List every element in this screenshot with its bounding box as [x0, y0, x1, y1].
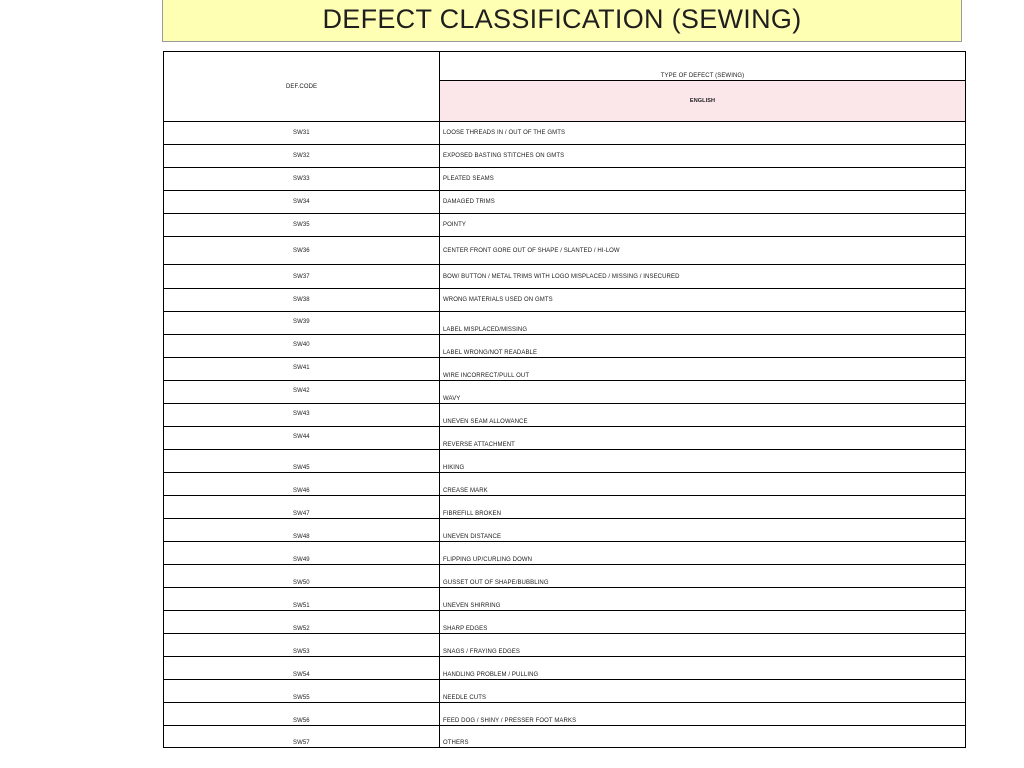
defect-description: LABEL WRONG/NOT READABLE — [440, 335, 966, 358]
header-def-code: DEF.CODE — [164, 52, 440, 122]
table-row — [164, 237, 966, 265]
defect-description: WRONG MATERIALS USED ON GMTS — [440, 289, 966, 312]
defect-description: UNEVEN DISTANCE — [440, 519, 966, 542]
defect-code: SW35 — [164, 214, 440, 237]
page-title: DEFECT CLASSIFICATION (SEWING) — [322, 4, 802, 34]
defect-description: SNAGS / FRAYING EDGES — [440, 634, 966, 657]
defect-description: WIRE INCORRECT/PULL OUT — [440, 358, 966, 381]
defect-description: HANDLING PROBLEM / PULLING — [440, 657, 966, 680]
defect-code: SW52 — [164, 611, 440, 634]
table-row — [164, 703, 966, 726]
defect-description: EXPOSED BASTING STITCHES ON GMTS — [440, 145, 966, 168]
title-banner — [162, 0, 962, 42]
table-row — [164, 168, 966, 191]
defect-code: SW51 — [164, 588, 440, 611]
defect-description: FLIPPING UP/CURLING DOWN — [440, 542, 966, 565]
defect-description: WAVY — [440, 381, 966, 404]
defect-table — [163, 51, 966, 748]
table-row — [164, 542, 966, 565]
defect-description: LABEL MISPLACED/MISSING — [440, 312, 966, 335]
defect-code: SW47 — [164, 496, 440, 519]
table-row — [164, 680, 966, 703]
table-row — [164, 496, 966, 519]
table-row — [164, 726, 966, 748]
table-row — [164, 450, 966, 473]
table-row — [164, 427, 966, 450]
defect-code: SW31 — [164, 122, 440, 145]
table-row — [164, 404, 966, 427]
defect-code: SW53 — [164, 634, 440, 657]
table-row — [164, 335, 966, 358]
table-row — [164, 265, 966, 289]
defect-code: SW32 — [164, 145, 440, 168]
table-row — [164, 122, 966, 145]
defect-description: CENTER FRONT GORE OUT OF SHAPE / SLANTED / HI-LOW — [440, 237, 966, 265]
defect-code: SW50 — [164, 565, 440, 588]
defect-rows — [164, 122, 966, 748]
defect-code: SW33 — [164, 168, 440, 191]
table-row — [164, 519, 966, 542]
defect-description: UNEVEN SEAM ALLOWANCE — [440, 404, 966, 427]
header-defect-type: TYPE OF DEFECT (SEWING) — [440, 52, 966, 81]
defect-description: GUSSET OUT OF SHAPE/BUBBLING — [440, 565, 966, 588]
table-row — [164, 191, 966, 214]
defect-code: SW43 — [164, 404, 440, 427]
table-row — [164, 588, 966, 611]
defect-code: SW55 — [164, 680, 440, 703]
defect-description: BOW/ BUTTON / METAL TRIMS WITH LOGO MISPLACED / MISSING / INSECURED — [440, 265, 966, 289]
defect-description: UNEVEN SHIRRING — [440, 588, 966, 611]
defect-code: SW38 — [164, 289, 440, 312]
table-row — [164, 312, 966, 335]
table-row — [164, 657, 966, 680]
defect-description: FEED DOG / SHINY / PRESSER FOOT MARKS — [440, 703, 966, 726]
defect-code: SW40 — [164, 335, 440, 358]
table-row — [164, 565, 966, 588]
table-row — [164, 289, 966, 312]
table-row — [164, 634, 966, 657]
table-row — [164, 358, 966, 381]
defect-description: POINTY — [440, 214, 966, 237]
defect-description: DAMAGED TRIMS — [440, 191, 966, 214]
table-row — [164, 214, 966, 237]
defect-code: SW45 — [164, 450, 440, 473]
defect-description: PLEATED SEAMS — [440, 168, 966, 191]
defect-description: HIKING — [440, 450, 966, 473]
header-language: ENGLISH — [440, 81, 966, 122]
defect-code: SW37 — [164, 265, 440, 289]
defect-code: SW39 — [164, 312, 440, 335]
table-row — [164, 611, 966, 634]
defect-code: SW54 — [164, 657, 440, 680]
defect-description: LOOSE THREADS IN / OUT OF THE GMTS — [440, 122, 966, 145]
defect-description: FIBREFILL BROKEN — [440, 496, 966, 519]
defect-code: SW42 — [164, 381, 440, 404]
defect-code: SW57 — [164, 726, 440, 748]
defect-code: SW41 — [164, 358, 440, 381]
defect-description: OTHERS — [440, 726, 966, 748]
table-row — [164, 145, 966, 168]
defect-code: SW46 — [164, 473, 440, 496]
table-row — [164, 473, 966, 496]
defect-description: REVERSE ATTACHMENT — [440, 427, 966, 450]
defect-code: SW36 — [164, 237, 440, 265]
defect-description: SHARP EDGES — [440, 611, 966, 634]
defect-code: SW44 — [164, 427, 440, 450]
defect-description: CREASE MARK — [440, 473, 966, 496]
defect-code: SW56 — [164, 703, 440, 726]
defect-code: SW34 — [164, 191, 440, 214]
defect-code: SW48 — [164, 519, 440, 542]
table-row — [164, 381, 966, 404]
defect-description: NEEDLE CUTS — [440, 680, 966, 703]
defect-code: SW49 — [164, 542, 440, 565]
